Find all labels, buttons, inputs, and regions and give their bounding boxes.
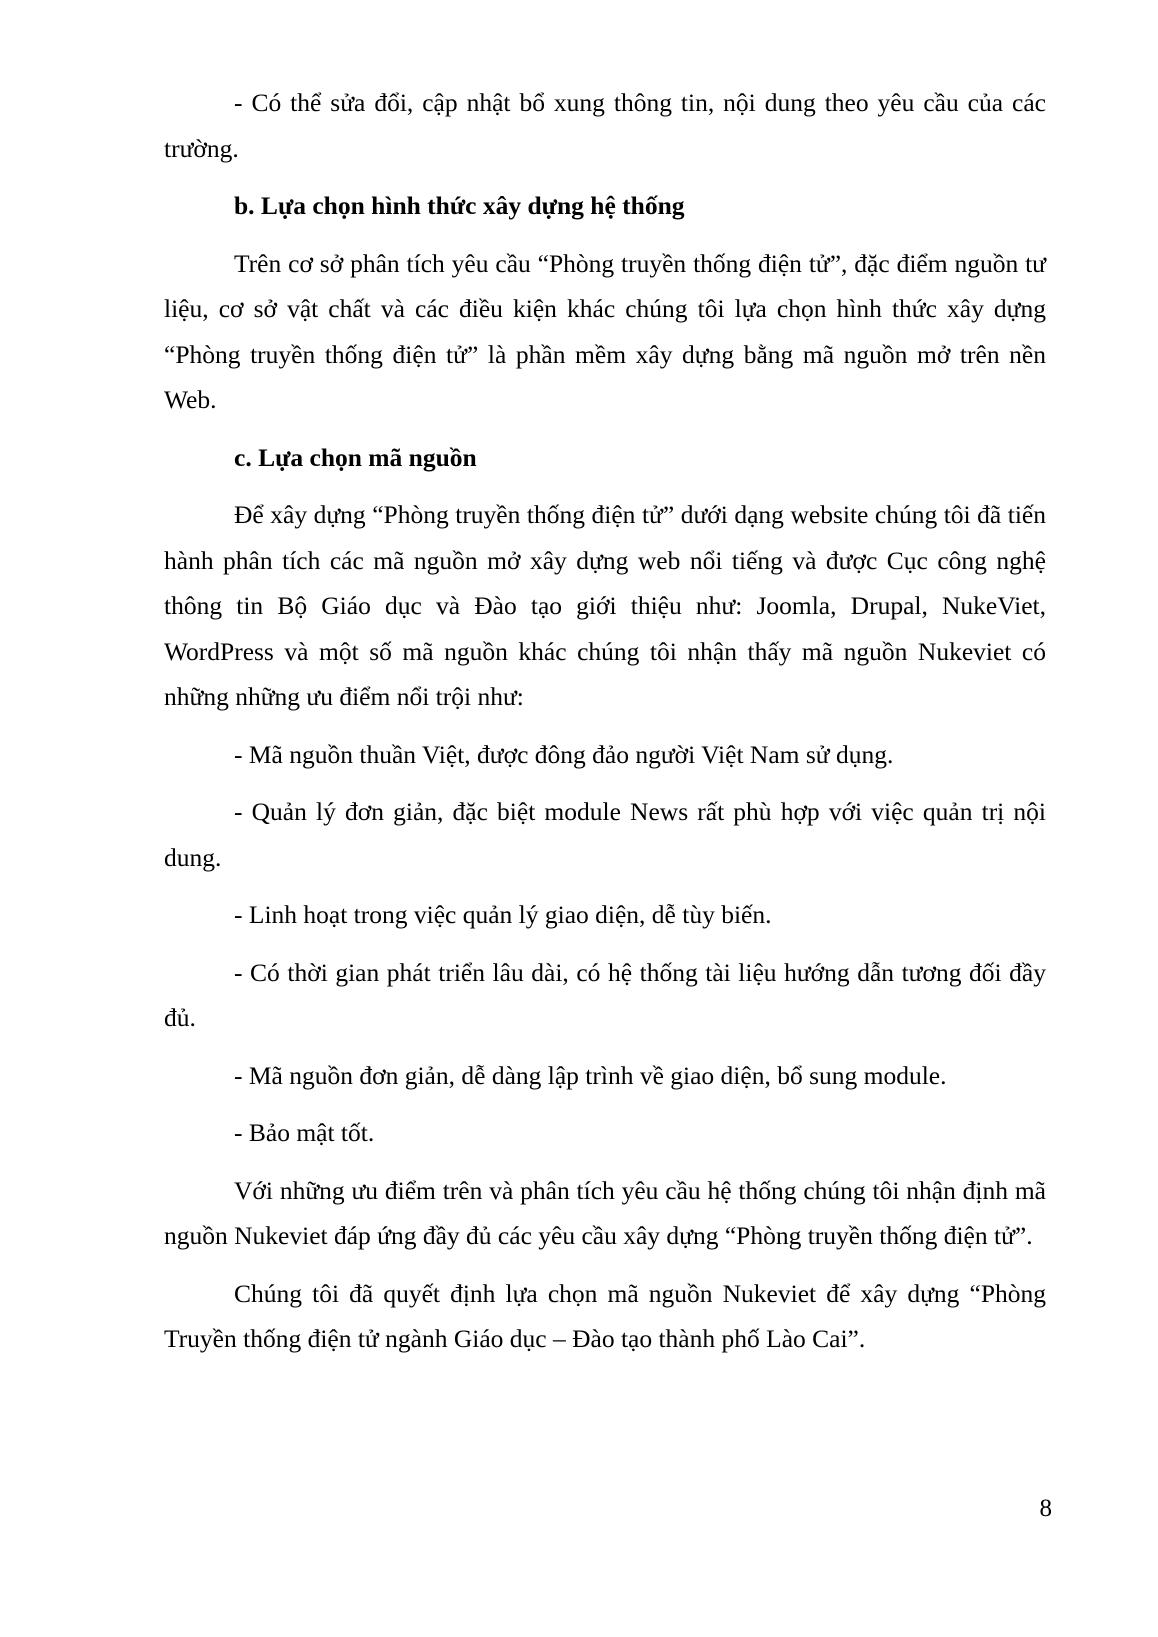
list-item-good-security: - Bảo mật tốt. [234,1118,375,1147]
paragraph-build-form-analysis: Trên cơ sở phân tích yêu cầu “Phòng truyền thống điện tử”, đặc điểm nguồn tư liệu, cơ sở vật chất và các điều kiện khác chúng tôi lựa chọn hình thức xây dựng “Phòng truyền thống điện tử” là phần mềm xây dựng bằng mã nguồn mở trên nền Web. [164,248,1046,414]
heading-source-code-selection: c. Lựa chọn mã nguồn [234,442,477,472]
page-body [164,80,1046,1362]
list-item-long-development: - Có thời gian phát triển lâu dài, có hệ thống tài liệu hướng dẫn tương đối đầy đủ. [164,957,1046,1032]
list-item-simple-management: - Quản lý đơn giản, đặc biệt module News rất phù hợp với việc quản trị nội dung. [164,797,1046,872]
paragraph-update-content: - Có thể sửa đổi, cập nhật bổ xung thông tin, nội dung theo yêu cầu của các trường. [164,88,1046,163]
paragraph-conclusion-assessment: Với những ưu điểm trên và phân tích yêu cầu hệ thống chúng tôi nhận định mã nguồn Nukeviet đáp ứng đầy đủ các yêu cầu xây dựng “Phòng truyền thống điện tử”. [164,1175,1046,1250]
heading-system-build-form: b. Lựa chọn hình thức xây dựng hệ thống [234,191,685,220]
list-item-vietnamese-source: - Mã nguồn thuần Việt, được đông đảo người Việt Nam sử dụng. [234,739,894,769]
page-number: 8 [1039,1495,1052,1522]
list-item-flexible-interface: - Linh hoạt trong việc quản lý giao diện, dễ tùy biến. [234,900,772,929]
paragraph-final-decision: Chúng tôi đã quyết định lựa chọn mã nguồn Nukeviet để xây dựng “Phòng Truyền thống điện tử ngành Giáo dục – Đào tạo thành phố Lào Cai”. [164,1278,1046,1353]
paragraph-source-code-analysis: Để xây dựng “Phòng truyền thống điện tử” dưới dạng website chúng tôi đã tiến hành phân tích các mã nguồn mở xây dựng web nổi tiếng và được Cục công nghệ thông tin Bộ Giáo dục và Đào tạo giới thiệu như: Joomla, Drupal, NukeViet, WordPress và một số mã nguồn khác chúng tôi nhận thấy mã nguồn Nukeviet có những những ưu điểm nổi trội như: [164,500,1046,711]
list-item-simple-programming: - Mã nguồn đơn giản, dễ dàng lập trình về giao diện, bổ sung module. [234,1060,947,1090]
